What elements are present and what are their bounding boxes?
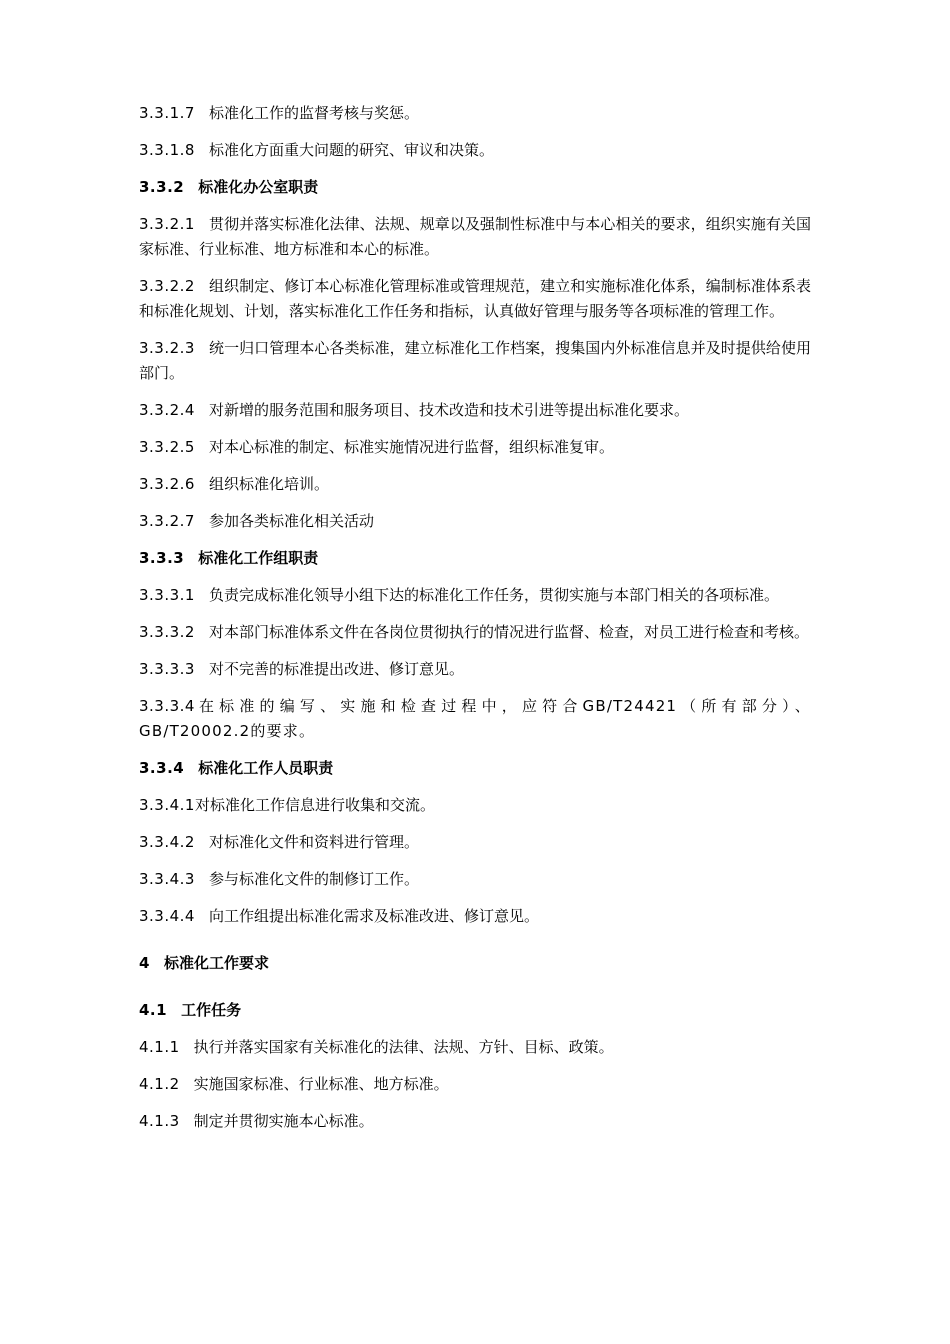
clause-text: 对新增的服务范围和服务项目、技术改造和技术引进等提出标准化要求。 — [208, 401, 689, 419]
clause-text: 参与标准化文件的制修订工作。 — [208, 870, 419, 888]
clause-text: 组织制定、修订本心标准化管理标准或管理规范，建立和实施标准化体系，编制标准体系表和标准化规划、计划，落实标准化工作任务和指标，认真做好管理与服务等各项标准的管理工作。 — [139, 277, 811, 320]
section-heading-3-3-2 — [139, 175, 811, 200]
clause-text: 标准化方面重大问题的研究、审议和决策。 — [208, 141, 494, 159]
document-page — [139, 101, 811, 1134]
clause-text: 实施国家标准、行业标准、地方标准。 — [193, 1075, 449, 1093]
clause-text: 统一归口管理本心各类标准，建立标准化工作档案，搜集国内外标准信息并及时提供给使用部门。 — [139, 339, 811, 382]
clause-3-3-2-4 — [139, 398, 811, 423]
clause-text: 贯彻并落实标准化法律、法规、规章以及强制性标准中与本心相关的要求，组织实施有关国家标准、行业标准、地方标准和本心的标准。 — [139, 215, 811, 258]
clause-number: 3.3.3.1 — [139, 586, 195, 604]
clause-number: 3.3.4 — [139, 759, 185, 777]
clause-text: 向工作组提出标准化需求及标准改进、修订意见。 — [208, 907, 539, 925]
clause-number: 4.1.3 — [139, 1112, 180, 1130]
clause-3-3-4-1 — [139, 793, 811, 818]
clause-3-3-2-6 — [139, 472, 811, 497]
clause-number: 3.3.1.8 — [139, 141, 195, 159]
clause-4-1-2 — [139, 1072, 811, 1097]
clause-text: 标准化工作的监督考核与奖惩。 — [208, 104, 419, 122]
clause-4-1-1 — [139, 1035, 811, 1060]
section-title: 标准化工作要求 — [163, 954, 269, 972]
clause-number: 3.3.2 — [139, 178, 185, 196]
section-heading-3-3-3 — [139, 546, 811, 571]
clause-3-3-1-7 — [139, 101, 811, 126]
clause-text: 对本部门标准体系文件在各岗位贯彻执行的情况进行监督、检查，对员工进行检查和考核。 — [208, 623, 809, 641]
clause-number: 3.3.1.7 — [139, 104, 195, 122]
clause-text: 参加各类标准化相关活动 — [208, 512, 374, 530]
clause-number: 3.3.2.2 — [139, 277, 195, 295]
clause-3-3-4-4 — [139, 904, 811, 929]
clause-number: 3.3.4.4 — [139, 907, 195, 925]
clause-text: 执行并落实国家有关标准化的法律、法规、方针、目标、政策。 — [193, 1038, 614, 1056]
clause-number: 3.3.3 — [139, 549, 185, 567]
clause-3-3-3-3 — [139, 657, 811, 682]
clause-3-3-4-2 — [139, 830, 811, 855]
clause-number: 3.3.2.5 — [139, 438, 195, 456]
clause-3-3-2-3 — [139, 336, 811, 386]
clause-number: 3.3.2.7 — [139, 512, 195, 530]
section-heading-3-3-4 — [139, 756, 811, 781]
clause-3-3-2-2 — [139, 274, 811, 324]
section-heading-4-1 — [139, 998, 811, 1023]
section-title: 标准化工作组职责 — [198, 549, 319, 567]
chapter-heading-4 — [139, 951, 811, 976]
clause-number: 3.3.2.3 — [139, 339, 195, 357]
section-title: 标准化工作人员职责 — [198, 759, 334, 777]
clause-number: 4.1 — [139, 1001, 168, 1019]
clause-3-3-2-5 — [139, 435, 811, 460]
clause-number: 3.3.4.1 — [139, 796, 195, 814]
section-title: 标准化办公室职责 — [198, 178, 319, 196]
clause-4-1-3 — [139, 1109, 811, 1134]
clause-number: 4 — [139, 954, 150, 972]
clause-3-3-3-4 — [139, 694, 811, 744]
clause-text: 制定并贯彻实施本心标准。 — [193, 1112, 374, 1130]
clause-text: 对标准化文件和资料进行管理。 — [208, 833, 419, 851]
clause-3-3-1-8 — [139, 138, 811, 163]
clause-text: 负责完成标准化领导小组下达的标准化工作任务，贯彻实施与本部门相关的各项标准。 — [208, 586, 779, 604]
clause-3-3-2-7 — [139, 509, 811, 534]
clause-number: 3.3.4.2 — [139, 833, 195, 851]
clause-number: 3.3.4.3 — [139, 870, 195, 888]
clause-number: 4.1.2 — [139, 1075, 180, 1093]
clause-number: 3.3.2.6 — [139, 475, 195, 493]
clause-3-3-3-1 — [139, 583, 811, 608]
clause-text: 对标准化工作信息进行收集和交流。 — [194, 796, 435, 814]
clause-number: 3.3.3.3 — [139, 660, 195, 678]
clause-number: 3.3.3.4 — [139, 697, 195, 715]
clause-number: 3.3.3.2 — [139, 623, 195, 641]
clause-text: 对不完善的标准提出改进、修订意见。 — [208, 660, 464, 678]
clause-number: 3.3.2.4 — [139, 401, 195, 419]
clause-text: 组织标准化培训。 — [208, 475, 329, 493]
clause-3-3-4-3 — [139, 867, 811, 892]
clause-3-3-3-2 — [139, 620, 811, 645]
clause-3-3-2-1 — [139, 212, 811, 262]
section-title: 工作任务 — [181, 1001, 242, 1019]
clause-number: 3.3.2.1 — [139, 215, 195, 233]
clause-text: 在标准的编写、实施和检查过程中，应符合GB/T24421（所有部分）、GB/T20002.2的要求。 — [139, 697, 811, 740]
clause-number: 4.1.1 — [139, 1038, 180, 1056]
clause-text: 对本心标准的制定、标准实施情况进行监督，组织标准复审。 — [208, 438, 614, 456]
